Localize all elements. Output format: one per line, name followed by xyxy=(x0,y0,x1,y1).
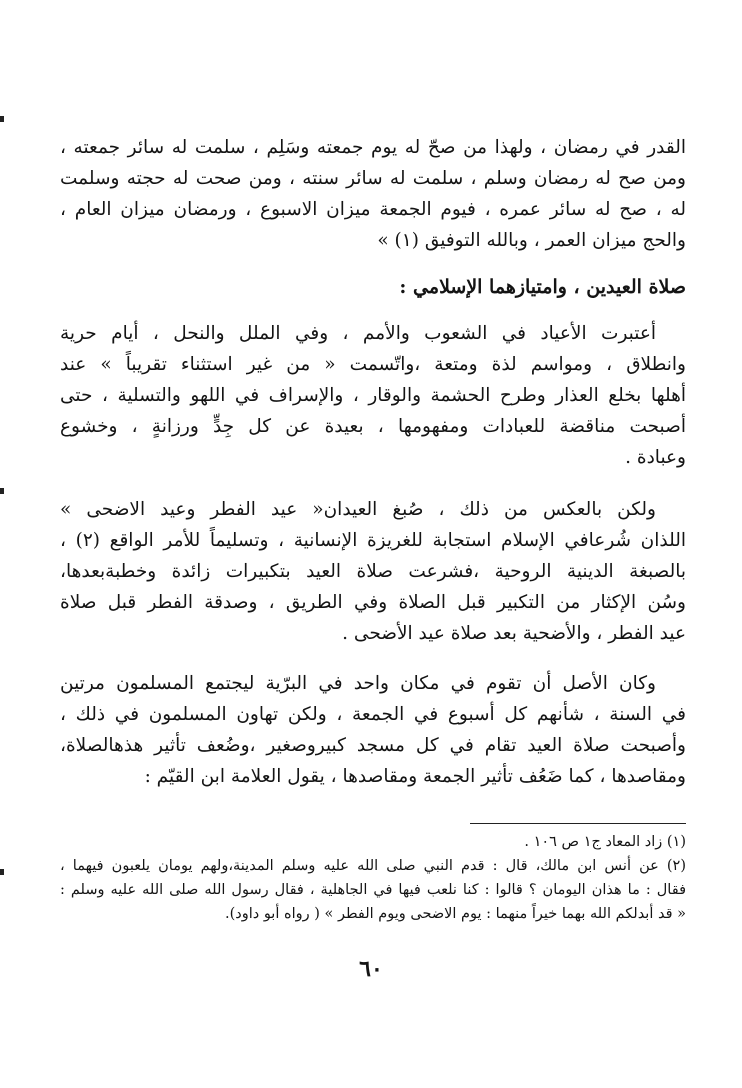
footnote-line: « قد أبدلكم الله بهما خيراً منهما : يوم الاضحى ويوم الفطر » ( رواه أبو داود). xyxy=(225,906,686,922)
text-line: أصبحت مناقضة للعبادات ومفهومها ، بعيدة عن كل جِدٍّ ورزانةٍ ، وخشوع xyxy=(60,416,686,437)
paragraph-continued xyxy=(60,132,686,256)
footnote-line: (١) زاد المعاد ج١ ص ١٠٦ . xyxy=(524,834,686,850)
text-line: وعبادة . xyxy=(625,447,686,468)
text-line: ومقاصدها ، كما ضَعُف تأثير الجمعة ومقاصدها ، يقول العلامة ابن القيّم : xyxy=(144,766,686,787)
section-heading: صلاة العيدين ، وامتيازهما الإسلامي : xyxy=(399,276,686,298)
text-line: وكان الأصل أن تقوم في مكان واحد في البرّية ليجتمع المسلمون مرتين xyxy=(60,673,656,694)
paragraph-festivals xyxy=(60,318,686,473)
text-line: وأصبحت صلاة العيد تقام في كل مسجد كبيروصغير ،وضُعف تأثير هذهالصلاة، xyxy=(60,735,686,756)
text-line: اللذان شُرعافي الإسلام استجابة للغريزة الإنسانية ، وتسليماً للأمر الواقع (٢) ، xyxy=(60,530,686,551)
text-line: بالصبغة الدينية الروحية ،فشرعت صلاة العيد بتكبيرات زائدة وخطبةبعدها، xyxy=(60,561,686,582)
text-line: وسُن الإكثار من التكبير قبل الصلاة وفي الطريق ، وصدقة الفطر قبل صلاة xyxy=(60,592,686,613)
footnotes xyxy=(60,830,686,926)
text-line: ولكن بالعكس من ذلك ، صُبغ العيدان« عيد الفطر وعيد الاضحى » xyxy=(60,499,656,520)
footnote-divider xyxy=(470,823,686,824)
text-line: له ، صح له سائر عمره ، فيوم الجمعة ميزان الاسبوع ، ورمضان ميزان العام ، xyxy=(60,199,686,220)
paragraph-two-eids xyxy=(60,494,686,649)
text-line: أعتبرت الأعياد في الشعوب والأمم ، وفي الملل والنحل ، أيام حرية xyxy=(60,323,656,344)
margin-mark-bottom xyxy=(0,869,4,875)
text-line: أهلها بخلع العذار وطرح الحشمة والوقار ، والإسراف في اللهو والتسلية ، حتى xyxy=(60,385,686,406)
text-line: والحج ميزان العمر ، وبالله التوفيق (١) » xyxy=(377,230,686,251)
text-line: ومن صح له رمضان وسلم ، سلمت له سائر سنته ، ومن صحت له حجته وسلمت xyxy=(60,168,686,189)
text-line: في السنة ، شأنهم كل أسبوع في الجمعة ، ولكن تهاون المسلمون في ذلك ، xyxy=(60,704,686,725)
paragraph-eid-prayer xyxy=(60,668,686,792)
text-line: عيد الفطر ، والأضحية بعد صلاة عيد الأضحى . xyxy=(342,623,686,644)
footnote-line: فقال : ما هذان اليومان ؟ قالوا : كنا نلعب فيها في الجاهلية ، فقال رسول الله صلى الله عليه وسلم : xyxy=(60,882,686,898)
margin-mark-middle xyxy=(0,488,4,494)
text-line: وانطلاق ، ومواسم لذة ومتعة ،واتّسمت « من غير استثناء تقريباً » عند xyxy=(60,354,686,375)
footnote-line: (٢) عن أنس ابن مالك، قال : قدم النبي صلى الله عليه وسلم المدينة،ولهم يومان يلعبون فيهما ، xyxy=(60,858,686,874)
margin-mark-top xyxy=(0,116,4,122)
page-number: ٦٠ xyxy=(359,956,383,982)
text-line: القدر في رمضان ، ولهذا من صحّ له يوم جمعته وسَلِم ، سلمت له سائر جمعته ، xyxy=(60,137,686,158)
